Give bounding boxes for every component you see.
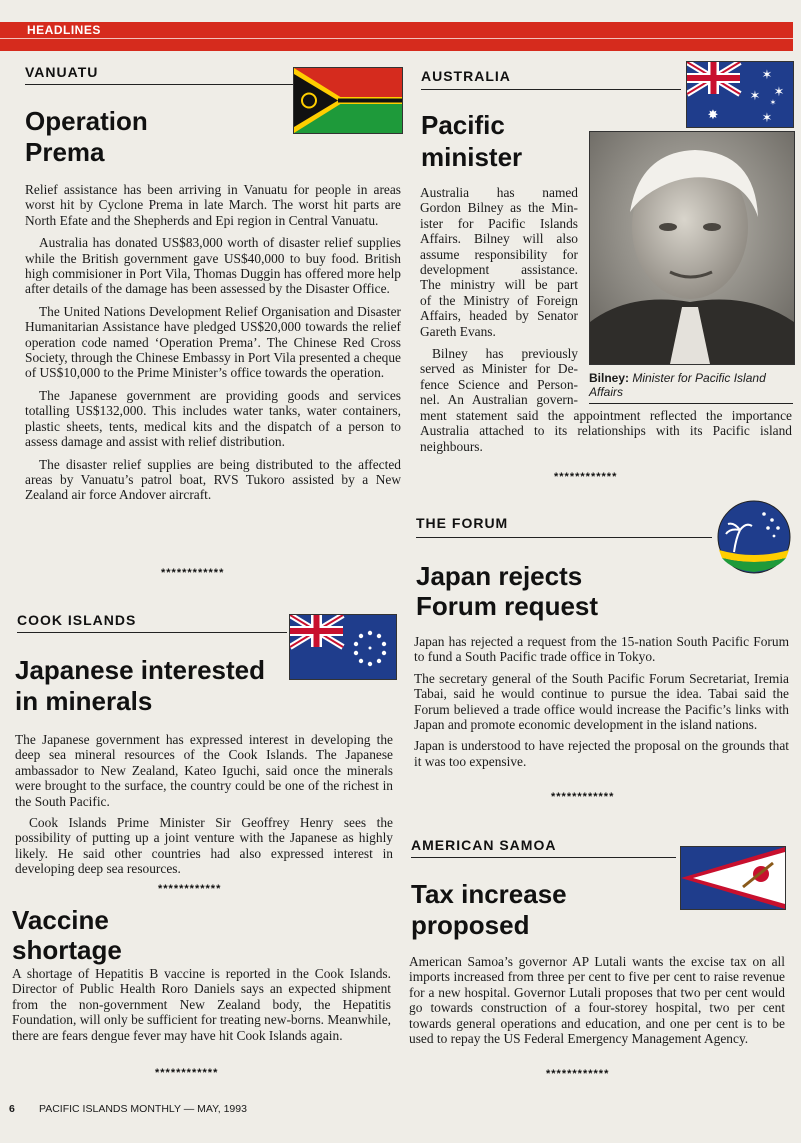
paragraph: American Samoa’s governor AP Lutali wants the excise tax on all imports increased from three per cent to five per cent to raise revenue for a new hospital. Governor Lutali proposes that two per cent would go towards construction of a four-storey hospital, two per cent towards general operations and education, and one per cent is to be used to repay the US Federal Emergency Management Agency.: [409, 954, 785, 1047]
article-american-samoa: [409, 954, 785, 1046]
page-number: 6: [9, 1103, 15, 1115]
paragraph: ment statement said the appointment reflected the importance Australia attached to its relationships with its Pacific island neighbours.: [420, 408, 792, 454]
article-vaccine: [12, 966, 391, 1043]
section-rule: [421, 89, 681, 90]
text-line: Australia has named: [420, 185, 578, 200]
separator-stars: ************: [161, 567, 225, 579]
headline-samoa-1: Tax increase: [411, 879, 567, 909]
section-label-american-samoa: AMERICAN SAMOA: [411, 837, 557, 853]
headline-forum-1: Japan rejects: [416, 561, 583, 591]
separator-stars: ************: [546, 1068, 610, 1080]
paragraph: The secretary general of the South Pacific Forum Secretariat, Iremia Tabai, said he would continue to pursue the idea. Tabai said the Forum believed a trade office would increase the Pacific’s links with Japan and promote economic development in the island nations.: [414, 670, 789, 733]
vanuatu-flag: [293, 67, 403, 134]
american-samoa-flag: [680, 846, 786, 910]
text-line: of the Ministry of Foreign: [420, 292, 578, 308]
caption-rule: [589, 403, 793, 404]
forum-emblem: [716, 500, 792, 574]
article-australia-col: [420, 185, 578, 408]
separator-stars: ************: [155, 1067, 219, 1079]
headline-vanuatu-1: Operation: [25, 106, 148, 136]
text-line: The ministry will be part: [420, 277, 578, 293]
text-line: Gareth Evans.: [420, 323, 496, 339]
headlines-banner: [0, 22, 793, 38]
banner-label: HEADLINES: [27, 23, 101, 37]
svg-text:✶: ✶: [769, 98, 777, 107]
paragraph: The United Nations Development Relief Organisation and Disaster Humanitarian Assistance have pledged US$20,000 towards the relief operation code named ‘Operation Prema’. The Chinese Red Cross Society, through the Chinese Embassy in Port Vila presented a cheque of US$10,000 to the Prime Minister’s office towards the operation.: [25, 303, 401, 381]
svg-text:✶: ✶: [773, 85, 785, 100]
photo-caption-2: [589, 386, 623, 399]
headline-forum-2: Forum request: [416, 591, 599, 621]
paragraph: Japan is understood to have rejected the proposal on the grounds that it was too expensive.: [414, 738, 789, 769]
article-forum: [414, 634, 789, 769]
paragraph: The Japanese government has expressed interest in developing the deep sea mineral resources of the Cook Islands. The Japanese ambassador to New Zealand, Kateo Iguchi, said once the minerals were brought to the surface, the country could be one of the richest in the South Pacific.: [15, 732, 393, 809]
separator-stars: ************: [551, 791, 615, 803]
headline-samoa-2: proposed: [411, 910, 530, 940]
paragraph: Relief assistance has been arriving in Vanuatu for people in areas worst hit by Cyclone Prema in late March. The worst hit parts are North Efate and the Shepherds and Epi region in Central Vanuatu.: [25, 182, 401, 228]
bilney-photo: [589, 131, 795, 365]
paragraph: A shortage of Hepatitis B vaccine is reported in the Cook Islands. Director of Public Health Roro Daniels says an expected shipment from the non-government New Zealand body, the Hepatitis Foundation, will only be sufficient for treating new-borns. Meanwhile, there are fears dengue fever may have hit Cook Islands again.: [12, 966, 391, 1043]
svg-text:✶: ✶: [761, 68, 773, 83]
caption-name: Bilney:: [589, 371, 630, 385]
headline-australia-2: minister: [421, 142, 523, 172]
text-line: Affairs. Bilney will also: [420, 231, 578, 247]
article-cook-islands: [15, 732, 393, 877]
separator-stars: ************: [158, 883, 222, 895]
caption-role-2: Affairs: [589, 385, 624, 399]
australia-flag: [686, 61, 794, 128]
photo-caption: [589, 372, 766, 385]
text-line: development assistance.: [420, 262, 578, 278]
section-rule: [416, 537, 712, 538]
section-label-forum: THE FORUM: [416, 515, 509, 531]
headline-vaccine-1: Vaccine: [12, 905, 109, 935]
paragraph: The disaster relief supplies are being distributed to the affected areas by Vanuatu’s patrol boat, RVS Tukoro assisted by a New Zealand air force Andover aircraft.: [25, 456, 401, 503]
svg-text:✸: ✸: [707, 108, 719, 123]
text-line: Bilney has previously: [432, 346, 578, 362]
article-australia-rest: [420, 408, 792, 454]
section-rule: [25, 84, 295, 85]
text-line: nel. An Australian govern-: [420, 392, 578, 408]
separator-stars: ************: [554, 471, 618, 483]
paragraph: Cook Islands Prime Minister Sir Geoffrey Henry sees the possibility of putting up a joint venture with the Japanese as highly likely. He said other countries had also expressed interest in developing deep sea resources.: [15, 815, 393, 877]
section-rule: [411, 857, 676, 858]
headline-australia-1: Pacific: [421, 110, 505, 140]
text-line: ister for Pacific Islands: [420, 215, 578, 231]
text-line: Affairs, headed by Senator: [420, 308, 578, 324]
section-rule: [17, 632, 287, 633]
paragraph: Japan has rejected a request from the 15-nation South Pacific Forum to fund a South Pacific trade office in Tokyo.: [414, 634, 789, 665]
text-line: served as Minister for De-: [420, 361, 578, 377]
svg-text:✶: ✶: [749, 89, 761, 104]
headline-cook-2: in minerals: [15, 686, 153, 716]
headline-vanuatu-2: Prema: [25, 137, 105, 167]
caption-role: Minister for Pacific Island: [632, 371, 766, 385]
section-label-cook-islands: COOK ISLANDS: [17, 612, 137, 628]
text-line: assume responsibility for: [420, 246, 578, 262]
text-line: fence Science and Person-: [420, 376, 578, 392]
headline-cook-1: Japanese interested: [15, 655, 266, 685]
text-line: Gordon Bilney as the Min-: [420, 200, 578, 216]
article-vanuatu: [25, 182, 401, 503]
section-label-vanuatu: VANUATU: [25, 64, 99, 80]
paragraph: The Japanese government are providing goods and services totalling US$132,000. This includes water tanks, water containers, plastic sheets, tents, medical kits and the dispatch of a person to assess damage and assist with relief distribution.: [25, 387, 401, 450]
banner-stripe: [0, 38, 793, 51]
section-label-australia: AUSTRALIA: [421, 68, 511, 84]
paragraph: Australia has donated US$83,000 worth of disaster relief supplies while the British government gave US$40,000 to buy food. British high commisioner in Port Vila, Thomas Duggin has offered more help after details of the damage has been assessed by the Disaster Office.: [25, 235, 401, 297]
headline-vaccine-2: shortage: [12, 935, 122, 965]
svg-text:✶: ✶: [761, 111, 773, 126]
footer-text: PACIFIC ISLANDS MONTHLY — MAY, 1993: [39, 1103, 247, 1115]
cook-islands-flag: [289, 614, 397, 680]
